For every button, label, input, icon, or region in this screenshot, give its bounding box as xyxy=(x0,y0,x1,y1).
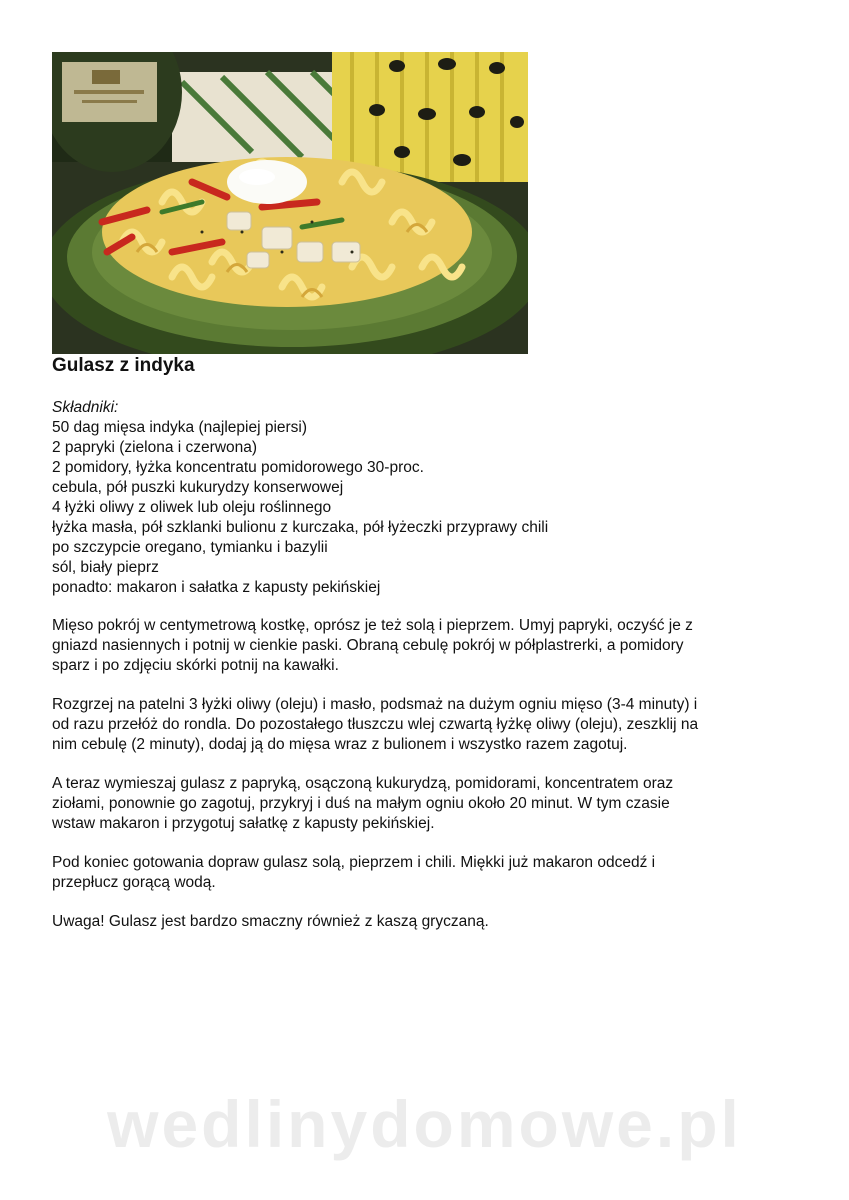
ingredient-item: ponadto: makaron i sałatka z kapusty pekińskiej xyxy=(52,579,381,596)
step-line: gniazd nasiennych i potnij w cienkie paski. Obraną cebulę pokrój w półplastrerki, a pomidory xyxy=(52,637,684,654)
recipe-title: Gulasz z indyka xyxy=(52,355,195,376)
ingredient-item: 2 pomidory, łyżka koncentratu pomidorowego 30-proc. xyxy=(52,459,424,476)
ingredient-item: sól, biały pieprz xyxy=(52,559,159,576)
step-line: Uwaga! Gulasz jest bardzo smaczny również z kaszą gryczaną. xyxy=(52,913,489,930)
step-line: nim cebulę (2 minuty), dodaj ją do mięsa wraz z bulionem i wszystko razem zagotuj. xyxy=(52,736,628,753)
ingredient-item: łyżka masła, pół szklanki bulionu z kurczaka, pół łyżeczki przyprawy chili xyxy=(52,519,549,536)
ingredient-item: 4 łyżki oliwy z oliwek lub oleju roślinnego xyxy=(52,499,332,516)
step-line: od razu przełóż do rondla. Do pozostałego tłuszczu wlej czwartą łyżkę oliwy (oleju), zeszklij na xyxy=(52,716,699,733)
ingredient-item: 50 dag mięsa indyka (najlepiej piersi) xyxy=(52,419,308,436)
step-paragraph xyxy=(52,616,792,676)
step-line: Pod koniec gotowania dopraw gulasz solą, pieprzem i chili. Miękki już makaron odcedź i xyxy=(52,854,656,871)
step-line: Mięso pokrój w centymetrową kostkę, oprósz je też solą i pieprzem. Umyj papryki, oczyść je z xyxy=(52,617,693,634)
step-line: A teraz wymieszaj gulasz z papryką, osączoną kukurydzą, pomidorami, koncentratem oraz xyxy=(52,775,674,792)
watermark: wedlinydomowe.pl xyxy=(107,1087,742,1161)
step-line: Rozgrzej na patelni 3 łyżki oliwy (oleju) i masło, podsmaż na dużym ogniu mięso (3-4 minuty) i xyxy=(52,696,698,713)
preparation-steps xyxy=(52,616,792,951)
ingredients-section xyxy=(52,398,548,598)
step-line: sparz i po zdjęciu skórki potnij na kawałki. xyxy=(52,657,339,674)
step-line: ziołami, ponownie go zagotuj, przykryj i duś na małym ogniu około 20 minut. W tym czasie xyxy=(52,795,670,812)
ingredient-item: po szczypcie oregano, tymianku i bazylii xyxy=(52,539,328,556)
step-paragraph xyxy=(52,912,792,932)
step-line: przepłucz gorącą wodą. xyxy=(52,874,216,891)
ingredients-label: Składniki: xyxy=(52,399,119,416)
step-paragraph xyxy=(52,853,792,893)
step-line: wstaw makaron i przygotuj sałatkę z kapusty pekińskiej. xyxy=(52,815,435,832)
ingredient-item: cebula, pół puszki kukurydzy konserwowej xyxy=(52,479,344,496)
ingredient-item: 2 papryki (zielona i czerwona) xyxy=(52,439,258,456)
step-paragraph xyxy=(52,774,792,834)
step-paragraph xyxy=(52,695,792,755)
dish-photo xyxy=(52,52,528,354)
